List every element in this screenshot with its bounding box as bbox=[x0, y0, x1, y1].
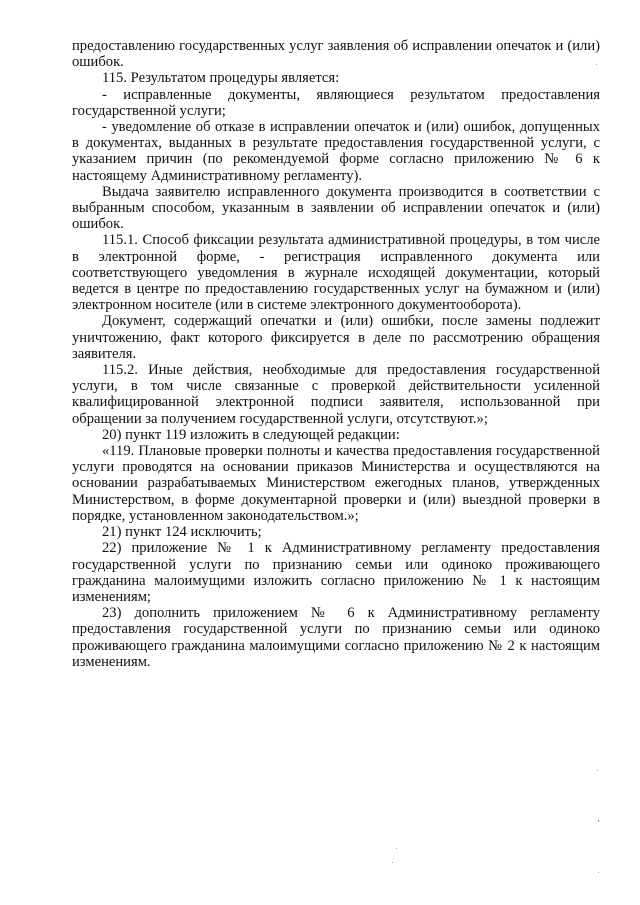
paragraph-115-item-refusal-notice: - уведомление об отказе в исправлении опечаток и (или) ошибок, допущенных в документах, выданных в результате предоставления государственной услуги, с указанием причин (по рекомендуемой форме согласно приложению № 6 к настоящему Административному регламенту). bbox=[72, 119, 600, 184]
scan-speck bbox=[392, 862, 393, 863]
paragraph-115: 115. Результатом процедуры является: bbox=[102, 70, 340, 87]
scan-speck bbox=[597, 770, 598, 771]
document-body bbox=[72, 38, 600, 670]
scan-speck bbox=[598, 872, 599, 873]
paragraph-item-22: 22) приложение № 1 к Административному регламенту предоставления государственной услуги по признанию семьи или одиноко проживающего гражданина малоимущими изложить согласно приложению № 1 к настоящим изменениям; bbox=[72, 540, 600, 605]
paragraph-destruction: Документ, содержащий опечатки и (или) ошибки, после замены подлежит уничтожению, факт которого фиксируется в деле по рассмотрению обращения заявителя. bbox=[72, 313, 600, 362]
scan-speck bbox=[598, 820, 599, 822]
paragraph-115-2: 115.2. Иные действия, необходимые для предоставления государственной услуги, в том числе связанные с проверкой действительности усиленной квалифицированной электронной подписи заявителя, использованной при обращении за получением государственной услуги, отсутствуют.»; bbox=[72, 362, 600, 427]
paragraph-issuance: Выдача заявителю исправленного документа производится в соответствии с выбранным способом, указанным в заявлении об исправлении опечаток и (или) ошибок. bbox=[72, 183, 600, 233]
paragraph-item-21: 21) пункт 124 исключить; bbox=[102, 524, 262, 541]
paragraph-115-item-corrected-documents: - исправленные документы, являющиеся результатом предоставления государственной услуги; bbox=[72, 86, 600, 119]
scan-speck bbox=[596, 64, 597, 65]
paragraph-item-20: 20) пункт 119 изложить в следующей редакции: bbox=[102, 426, 400, 443]
paragraph-115-1: 115.1. Способ фиксации результата административной процедуры, в том числе в электронной форме, - регистрация исправленного документа или соответствующего уведомления в журнале исходящей документации, который ведется в центре по предоставлению государственных услуг на бумажном и (или) электронном носителе (или в системе электронного документооборота). bbox=[72, 232, 600, 314]
scan-speck bbox=[396, 848, 397, 849]
paragraph-119: «119. Плановые проверки полноты и качества предоставления государственной услуги проводятся на основании приказов Министерства и осуществляются на основании разрабатываемых Министерством ежегодных планов, утвержденных Министерством, в форме документарной проверки и (или) выездной проверки в порядке, установленном законодательством.»; bbox=[72, 443, 600, 524]
paragraph-continuation: предоставлению государственных услуг заявления об исправлении опечаток и (или) ошибок. bbox=[72, 38, 600, 71]
paragraph-item-23: 23) дополнить приложением № 6 к Административному регламенту предоставления государственной услуги по признанию семьи или одиноко проживающего гражданина малоимущими согласно приложению № 2 к настоящим изменениям. bbox=[72, 605, 600, 670]
